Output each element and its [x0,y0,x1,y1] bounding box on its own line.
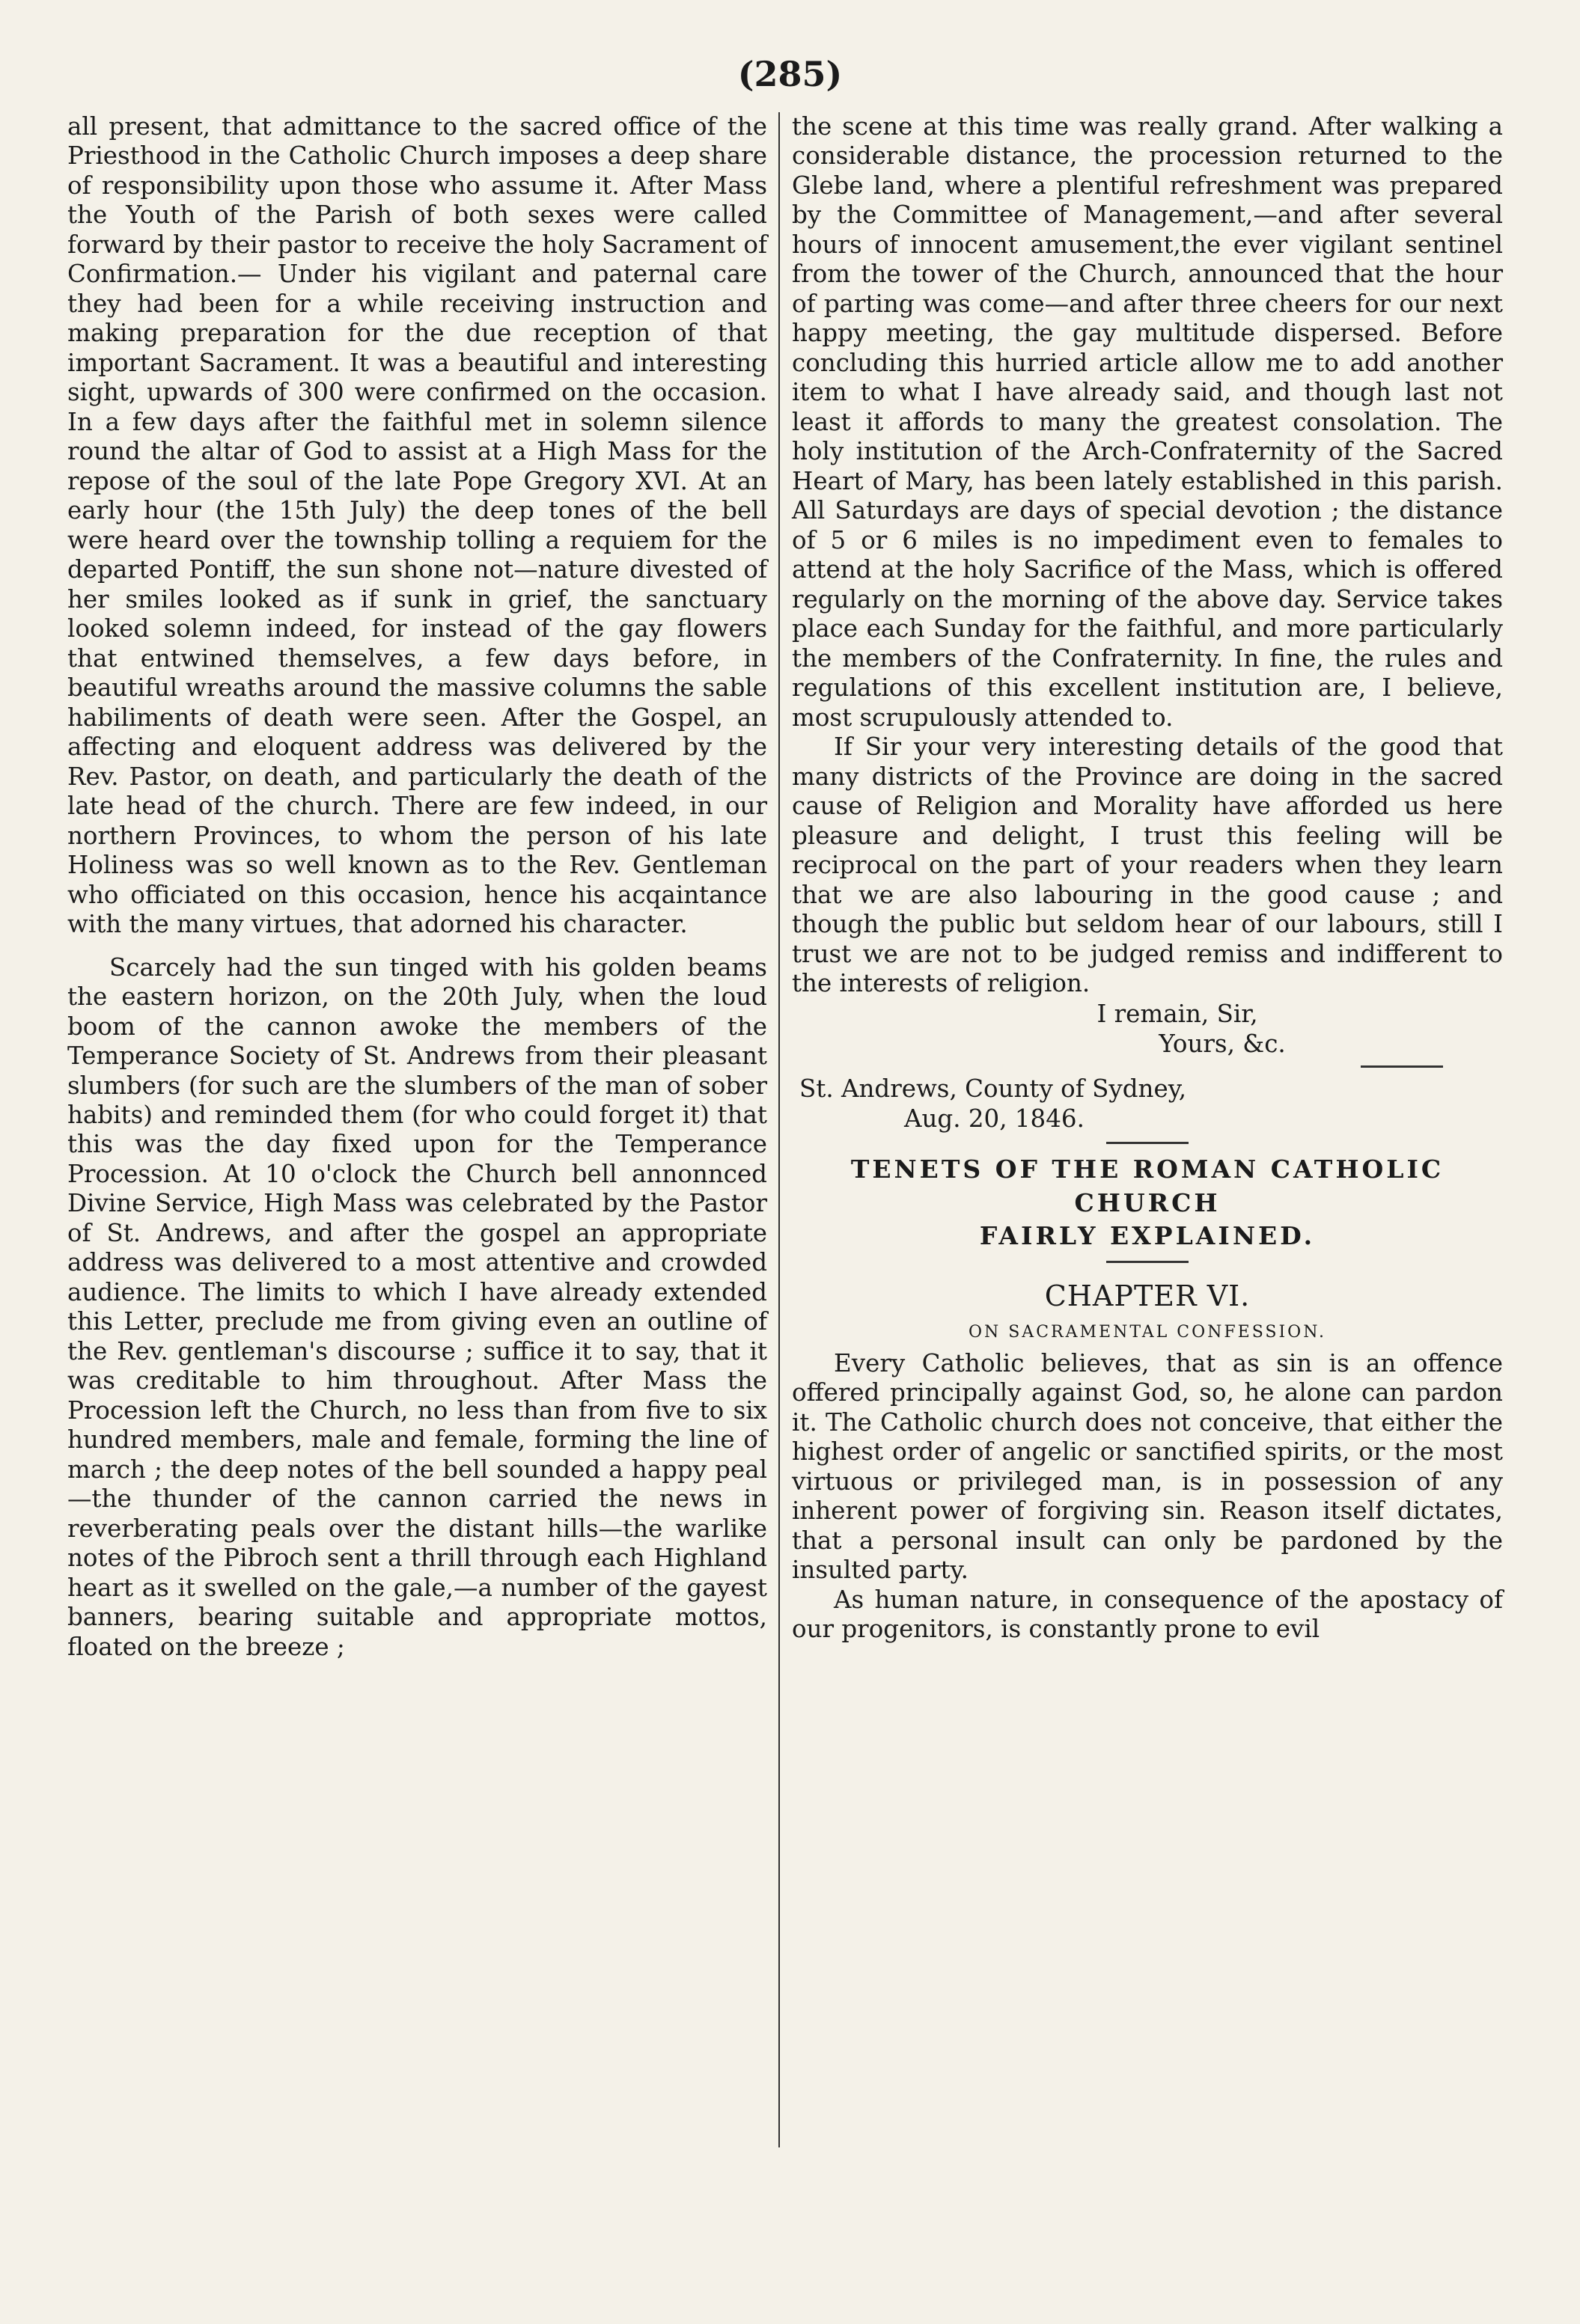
paragraph-gap [67,940,767,953]
article-title-line-2: FAIRLY EXPLAINED. [979,1221,1316,1251]
letter-closing [792,999,1503,1135]
chapter-heading: CHAPTER VI. [1044,1279,1251,1312]
chapter-paragraph-1: Every Catholic believes, that as sin is an offence offered principally against God, so, he alone can pardon it. The Catholic church does not conceive, that either the highest order of angelic or sanctified spirits, or the most virtuous or privileged man, is in possession of any inherent power of forgiving sin. Reason itself dictates, that a personal insult can only be pardoned by the insulted party. [792,1348,1503,1585]
article-title [792,1153,1503,1253]
chapter-paragraph-2: As human nature, in consequence of the apostacy of our progenitors, is constantly prone to evil [792,1585,1503,1644]
right-paragraph-1: the scene at this time was really grand. After walking a considerable distance, the procession returned to the Glebe land, where a plentiful refreshment was prepared by the Committee of Management,—and after several hours of innocent amusement,the ever vigilant sentinel from the tower of the Church, announced that the hour of parting was come—and after three cheers for our next happy meeting, the gay multitude dispersed. Before concluding this hurried article allow me to add another item to what I have already said, and though last not least it affords to many the greatest consolation. The holy institution of the Arch-Confraternity of the Sacred Heart of Mary, has been lately established in this parish. All Saturdays are days of special devotion ; the distance of 5 or 6 miles is no impediment even to females to attend at the holy Sacrifice of the Mass, which is offered regularly on the morning of the above day. Service takes place each Sunday for the faithful, and more particularly the members of the Confraternity. In fine, the rules and regulations of this excellent institution are, I believe, most scrupulously attended to. [792,112,1503,732]
signature-rule [1361,1065,1443,1068]
left-paragraph-2: Scarcely had the sun tinged with his golden beams the eastern horizon, on the 20th July, when the loud boom of the cannon awoke the members of the Temperance Society of St. Andrews from their pleasant slumbers (for such are the slumbers of the man of sober habits) and reminded them (for who could forget it) that this was the day fixed upon for the Temperance Procession. At 10 o'clock the Church bell annonnced Divine Service, High Mass was celebrated by the Pastor of St. Andrews, and after the gospel an appropriate address was delivered to a most attentive and crowded audience. The limits to which I have already extended this Letter, preclude me from giving even an outline of the Rev. gentleman's discourse ; suffice it to say, that it was creditable to him throughout. After Mass the Procession left the Church, no less than from five to six hundred members, male and female, forming the line of march ; the deep notes of the bell sounded a happy peal—the thunder of the cannon carried the news in reverberating peals over the distant hills—the warlike notes of the Pibroch sent a thrill through each Highland heart as it swelled on the gale,—a number of the gayest banners, bearing suitable and appropriate mottos, floated on the breeze ; [67,952,767,1661]
right-column [792,112,1503,1645]
right-paragraph-2: If Sir your very interesting details of the good that many districts of the Province are doing in the sacred cause of Religion and Morality have afforded us here pleasure and delight, I trust this feeling will be reciprocal on the part of your readers when they learn that we are also labouring in the good cause ; and though the public but seldom hear of our labours, still I trust we are not to be judged remiss and indifferent to the interests of religion. [792,733,1503,998]
closing-salutation: I remain, Sir, [1096,999,1258,1028]
chapter-subheading: ON SACRAMENTAL CONFESSION. [968,1322,1327,1342]
title-rule [1106,1261,1189,1263]
signature: Yours, &c. [1159,1030,1286,1059]
section-rule [1106,1142,1189,1144]
article-title-line-1: TENETS OF THE ROMAN CATHOLIC CHURCH [850,1155,1445,1217]
left-column [67,112,767,1662]
dateline-date: Aug. 20, 1846. [904,1104,1085,1134]
dateline-place: St. Andrews, County of Sydney, [799,1074,1187,1103]
page-number: (285) [737,54,843,94]
column-divider [778,112,780,2147]
left-paragraph-1: all present, that admittance to the sacred office of the Priesthood in the Catholic Church imposes a deep share of responsibility upon those who assume it. After Mass the Youth of the Parish of both sexes were called forward by their pastor to receive the holy Sacrament of Confirmation.— Under his vigilant and paternal care they had been for a while receiving instruction and making preparation for the due reception of that important Sacrament. It was a beautiful and interesting sight, upwards of 300 were confirmed on the occasion. In a few days after the faithful met in solemn silence round the altar of God to assist at a High Mass for the repose of the soul of the late Pope Gregory XVI. At an early hour (the 15th July) the deep tones of the bell were heard over the township tolling a requiem for the departed Pontiff, the sun shone not—nature divested of her smiles looked as if sunk in grief, the sanctuary looked solemn indeed, for instead of the gay flowers that entwined themselves, a few days before, in beautiful wreaths around the massive columns the sable habiliments of death were seen. After the Gospel, an affecting and eloquent address was delivered by the Rev. Pastor, on death, and particularly the death of the late head of the church. There are few indeed, in our northern Provinces, to whom the person of his late Holiness was so well known as to the Rev. Gentleman who officiated on this occasion, hence his acqaintance with the many virtues, that adorned his character. [67,112,767,939]
